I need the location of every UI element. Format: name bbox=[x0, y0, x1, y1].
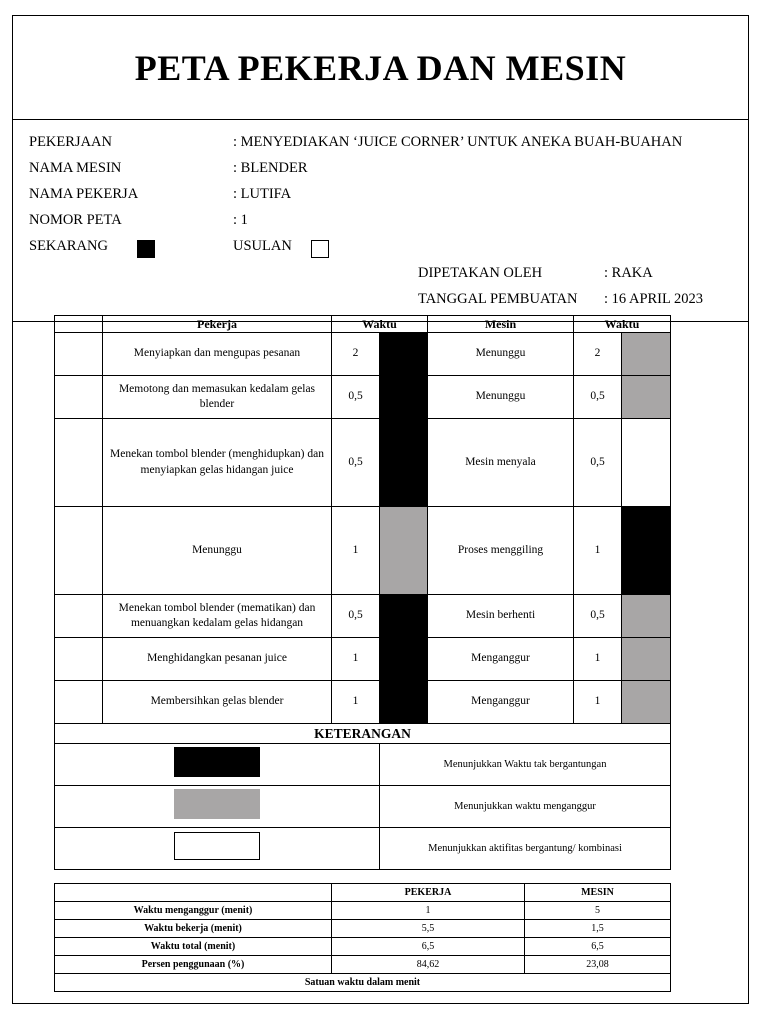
pekerja-time: 1 bbox=[332, 681, 380, 724]
mesin-bar-gray bbox=[622, 595, 671, 638]
pekerja-activity: Menunggu bbox=[103, 507, 332, 595]
table-row bbox=[55, 638, 671, 681]
mesin-time: 2 bbox=[574, 333, 622, 376]
pekerja-activity: Menghidangkan pesanan juice bbox=[103, 638, 332, 681]
table-row bbox=[55, 920, 671, 938]
legend-text-white: Menunjukkan aktifitas bergantung/ kombinasi bbox=[380, 828, 671, 870]
pekerja-label: NAMA PEKERJA bbox=[29, 186, 139, 202]
summary-label: Waktu bekerja (menit) bbox=[55, 920, 332, 938]
page-title: PETA PEKERJA DAN MESIN bbox=[134, 47, 627, 88]
sekarang-checkbox bbox=[137, 240, 155, 258]
mesin-time: 0,5 bbox=[574, 376, 622, 419]
legend-swatch-cell bbox=[55, 828, 380, 870]
chart-header-row bbox=[55, 316, 671, 333]
table-row bbox=[55, 902, 671, 920]
summary-mesin-value: 23,08 bbox=[525, 956, 671, 974]
table-row bbox=[55, 595, 671, 638]
pekerja-time: 0,5 bbox=[332, 419, 380, 507]
mesin-bar-black bbox=[622, 507, 671, 595]
title-box bbox=[13, 16, 748, 120]
mesin-activity: Proses menggiling bbox=[428, 507, 574, 595]
sekarang-label: SEKARANG bbox=[29, 238, 108, 254]
summary-footer: Satuan waktu dalam menit bbox=[55, 974, 671, 992]
table-row bbox=[55, 333, 671, 376]
summary-label: Waktu menganggur (menit) bbox=[55, 902, 332, 920]
pekerja-bar-black bbox=[380, 681, 428, 724]
header-blank bbox=[55, 316, 103, 333]
pekerja-bar-black bbox=[380, 419, 428, 507]
pekerja-time: 1 bbox=[332, 507, 380, 595]
usulan-label: USULAN bbox=[233, 238, 292, 254]
mesin-label: NAMA MESIN bbox=[29, 160, 122, 176]
pekerja-bar-black bbox=[380, 595, 428, 638]
pekerja-bar-gray bbox=[380, 507, 428, 595]
mesin-bar-gray bbox=[622, 681, 671, 724]
mesin-activity: Menunggu bbox=[428, 376, 574, 419]
legend-text-gray: Menunjukkan waktu menganggur bbox=[380, 786, 671, 828]
pekerja-activity: Menekan tombol blender (mematikan) dan menuangkan kedalam gelas hidangan bbox=[103, 595, 332, 638]
mesin-activity: Menganggur bbox=[428, 681, 574, 724]
summary-pekerja-value: 5,5 bbox=[332, 920, 525, 938]
row-index-cell bbox=[55, 638, 103, 681]
table-row bbox=[55, 681, 671, 724]
summary-header-row bbox=[55, 884, 671, 902]
mesin-activity: Menunggu bbox=[428, 333, 574, 376]
summary-header-blank bbox=[55, 884, 332, 902]
header-mesin: Mesin bbox=[428, 316, 574, 333]
summary-mesin-value: 1,5 bbox=[525, 920, 671, 938]
summary-pekerja-value: 6,5 bbox=[332, 938, 525, 956]
summary-header-mesin: MESIN bbox=[525, 884, 671, 902]
row-index-cell bbox=[55, 333, 103, 376]
pekerja-activity: Membersihkan gelas blender bbox=[103, 681, 332, 724]
mesin-bar-white bbox=[622, 419, 671, 507]
pekerjaan-label: PEKERJAAN bbox=[29, 134, 112, 150]
mesin-time: 1 bbox=[574, 507, 622, 595]
summary-label: Persen penggunaan (%) bbox=[55, 956, 332, 974]
nomor-value: : 1 bbox=[233, 212, 248, 228]
mesin-time: 1 bbox=[574, 681, 622, 724]
pekerja-activity: Memotong dan memasukan kedalam gelas blender bbox=[103, 376, 332, 419]
tanggal-label: TANGGAL PEMBUATAN bbox=[418, 291, 578, 307]
pekerjaan-value: : MENYEDIAKAN ‘JUICE CORNER’ UNTUK ANEKA BUAH-BUAHAN bbox=[233, 134, 683, 150]
legend-row-gray bbox=[55, 786, 671, 828]
pekerja-time: 1 bbox=[332, 638, 380, 681]
pekerja-time: 0,5 bbox=[332, 595, 380, 638]
mesin-activity: Mesin berhenti bbox=[428, 595, 574, 638]
summary-mesin-value: 6,5 bbox=[525, 938, 671, 956]
pekerja-activity: Menyiapkan dan mengupas pesanan bbox=[103, 333, 332, 376]
worker-machine-chart bbox=[54, 315, 671, 870]
pekerja-bar-black bbox=[380, 376, 428, 419]
tanggal-value: : 16 APRIL 2023 bbox=[604, 291, 703, 307]
summary-table bbox=[54, 883, 671, 992]
table-row bbox=[55, 938, 671, 956]
pekerja-bar-black bbox=[380, 333, 428, 376]
nomor-label: NOMOR PETA bbox=[29, 212, 122, 228]
mesin-bar-gray bbox=[622, 376, 671, 419]
legend-swatch-gray bbox=[174, 789, 260, 819]
row-index-cell bbox=[55, 595, 103, 638]
dipetakan-label: DIPETAKAN OLEH bbox=[418, 265, 543, 281]
pekerja-activity: Menekan tombol blender (menghidupkan) dan menyiapkan gelas hidangan juice bbox=[103, 419, 332, 507]
legend-text-black: Menunjukkan Waktu tak bergantungan bbox=[380, 744, 671, 786]
table-row bbox=[55, 376, 671, 419]
mesin-bar-gray bbox=[622, 333, 671, 376]
mesin-activity: Menganggur bbox=[428, 638, 574, 681]
mesin-bar-gray bbox=[622, 638, 671, 681]
legend-swatch-cell bbox=[55, 744, 380, 786]
row-index-cell bbox=[55, 419, 103, 507]
pekerja-bar-black bbox=[380, 638, 428, 681]
usulan-checkbox bbox=[311, 240, 329, 258]
header-pekerja: Pekerja bbox=[103, 316, 332, 333]
pekerja-time: 0,5 bbox=[332, 376, 380, 419]
mesin-time: 0,5 bbox=[574, 419, 622, 507]
keterangan-title: KETERANGAN bbox=[55, 724, 671, 744]
header-waktu-pekerja: Waktu bbox=[332, 316, 428, 333]
summary-label: Waktu total (menit) bbox=[55, 938, 332, 956]
keterangan-title-row bbox=[55, 724, 671, 744]
summary-header-pekerja: PEKERJA bbox=[332, 884, 525, 902]
legend-row-white bbox=[55, 828, 671, 870]
mesin-time: 0,5 bbox=[574, 595, 622, 638]
info-section bbox=[13, 120, 748, 322]
header-waktu-mesin: Waktu bbox=[574, 316, 671, 333]
row-index-cell bbox=[55, 376, 103, 419]
mesin-activity: Mesin menyala bbox=[428, 419, 574, 507]
dipetakan-value: : RAKA bbox=[604, 265, 653, 281]
row-index-cell bbox=[55, 507, 103, 595]
table-row bbox=[55, 956, 671, 974]
summary-pekerja-value: 84,62 bbox=[332, 956, 525, 974]
legend-swatch-white bbox=[174, 832, 260, 860]
legend-swatch-black bbox=[174, 747, 260, 777]
summary-mesin-value: 5 bbox=[525, 902, 671, 920]
summary-pekerja-value: 1 bbox=[332, 902, 525, 920]
row-index-cell bbox=[55, 681, 103, 724]
summary-footer-row bbox=[55, 974, 671, 992]
mesin-value: : BLENDER bbox=[233, 160, 308, 176]
table-row bbox=[55, 419, 671, 507]
legend-swatch-cell bbox=[55, 786, 380, 828]
pekerja-time: 2 bbox=[332, 333, 380, 376]
legend-row-black bbox=[55, 744, 671, 786]
pekerja-value: : LUTIFA bbox=[233, 186, 292, 202]
table-row bbox=[55, 507, 671, 595]
mesin-time: 1 bbox=[574, 638, 622, 681]
